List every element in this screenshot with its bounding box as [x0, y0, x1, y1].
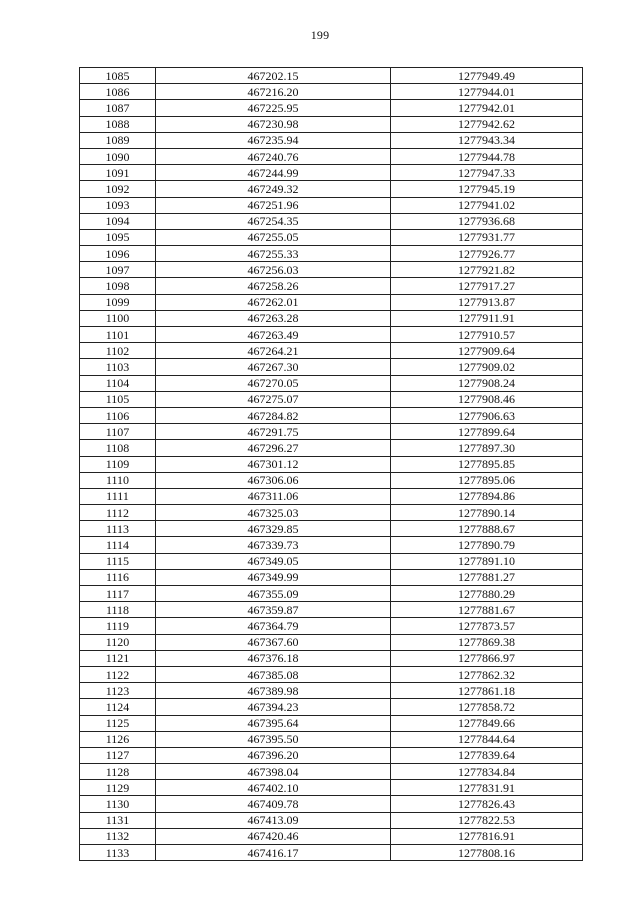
y-coordinate-cell: 1277911.91 — [391, 310, 583, 326]
table-row — [80, 148, 583, 164]
table-row — [80, 262, 583, 278]
y-coordinate-cell: 1277808.16 — [391, 845, 583, 861]
table-row — [80, 699, 583, 715]
y-coordinate-cell: 1277834.84 — [391, 764, 583, 780]
point-number-cell: 1112 — [80, 505, 156, 521]
y-coordinate-cell: 1277917.27 — [391, 278, 583, 294]
page-number: 199 — [310, 28, 330, 42]
table-row — [80, 569, 583, 585]
x-coordinate-cell: 467262.01 — [156, 294, 391, 310]
x-coordinate-cell: 467235.94 — [156, 132, 391, 148]
table-row — [80, 553, 583, 569]
point-number-cell: 1114 — [80, 537, 156, 553]
table-row — [80, 132, 583, 148]
point-number-cell: 1103 — [80, 359, 156, 375]
point-number-cell: 1127 — [80, 747, 156, 763]
y-coordinate-cell: 1277944.01 — [391, 84, 583, 100]
point-number-cell: 1124 — [80, 699, 156, 715]
y-coordinate-cell: 1277947.33 — [391, 165, 583, 181]
y-coordinate-cell: 1277816.91 — [391, 828, 583, 844]
y-coordinate-cell: 1277869.38 — [391, 634, 583, 650]
point-number-cell: 1085 — [80, 68, 156, 84]
y-coordinate-cell: 1277942.62 — [391, 116, 583, 132]
point-number-cell: 1106 — [80, 407, 156, 423]
point-number-cell: 1096 — [80, 246, 156, 262]
x-coordinate-cell: 467254.35 — [156, 213, 391, 229]
point-number-cell: 1118 — [80, 602, 156, 618]
y-coordinate-cell: 1277906.63 — [391, 407, 583, 423]
y-coordinate-cell: 1277895.06 — [391, 472, 583, 488]
table-row — [80, 731, 583, 747]
x-coordinate-cell: 467251.96 — [156, 197, 391, 213]
point-number-cell: 1119 — [80, 618, 156, 634]
point-number-cell: 1113 — [80, 521, 156, 537]
table-row — [80, 634, 583, 650]
table-row — [80, 602, 583, 618]
y-coordinate-cell: 1277908.46 — [391, 391, 583, 407]
table-row — [80, 715, 583, 731]
y-coordinate-cell: 1277943.34 — [391, 132, 583, 148]
y-coordinate-cell: 1277909.64 — [391, 343, 583, 359]
point-number-cell: 1121 — [80, 650, 156, 666]
y-coordinate-cell: 1277909.02 — [391, 359, 583, 375]
point-number-cell: 1131 — [80, 812, 156, 828]
point-number-cell: 1094 — [80, 213, 156, 229]
point-number-cell: 1120 — [80, 634, 156, 650]
y-coordinate-cell: 1277941.02 — [391, 197, 583, 213]
y-coordinate-cell: 1277910.57 — [391, 327, 583, 343]
x-coordinate-cell: 467402.10 — [156, 780, 391, 796]
table-row — [80, 521, 583, 537]
point-number-cell: 1086 — [80, 84, 156, 100]
point-number-cell: 1125 — [80, 715, 156, 731]
table-row — [80, 440, 583, 456]
table-row — [80, 294, 583, 310]
table-row — [80, 828, 583, 844]
table-row — [80, 213, 583, 229]
table-row — [80, 456, 583, 472]
x-coordinate-cell: 467325.03 — [156, 505, 391, 521]
x-coordinate-cell: 467395.50 — [156, 731, 391, 747]
table-row — [80, 618, 583, 634]
x-coordinate-cell: 467244.99 — [156, 165, 391, 181]
x-coordinate-cell: 467264.21 — [156, 343, 391, 359]
x-coordinate-cell: 467311.06 — [156, 488, 391, 504]
table-row — [80, 424, 583, 440]
point-number-cell: 1117 — [80, 586, 156, 602]
point-number-cell: 1128 — [80, 764, 156, 780]
x-coordinate-cell: 467296.27 — [156, 440, 391, 456]
x-coordinate-cell: 467284.82 — [156, 407, 391, 423]
y-coordinate-cell: 1277942.01 — [391, 100, 583, 116]
y-coordinate-cell: 1277844.64 — [391, 731, 583, 747]
point-number-cell: 1092 — [80, 181, 156, 197]
table-row — [80, 391, 583, 407]
point-number-cell: 1102 — [80, 343, 156, 359]
y-coordinate-cell: 1277891.10 — [391, 553, 583, 569]
table-row — [80, 375, 583, 391]
table-row — [80, 359, 583, 375]
table-row — [80, 246, 583, 262]
x-coordinate-cell: 467255.05 — [156, 229, 391, 245]
table-row — [80, 407, 583, 423]
y-coordinate-cell: 1277861.18 — [391, 683, 583, 699]
table-row — [80, 505, 583, 521]
x-coordinate-cell: 467409.78 — [156, 796, 391, 812]
x-coordinate-cell: 467396.20 — [156, 747, 391, 763]
y-coordinate-cell: 1277849.66 — [391, 715, 583, 731]
x-coordinate-cell: 467256.03 — [156, 262, 391, 278]
x-coordinate-cell: 467263.49 — [156, 327, 391, 343]
x-coordinate-cell: 467225.95 — [156, 100, 391, 116]
table-row — [80, 764, 583, 780]
point-number-cell: 1088 — [80, 116, 156, 132]
point-number-cell: 1116 — [80, 569, 156, 585]
table-row — [80, 812, 583, 828]
point-number-cell: 1109 — [80, 456, 156, 472]
x-coordinate-cell: 467275.07 — [156, 391, 391, 407]
point-number-cell: 1090 — [80, 148, 156, 164]
y-coordinate-cell: 1277888.67 — [391, 521, 583, 537]
y-coordinate-cell: 1277936.68 — [391, 213, 583, 229]
x-coordinate-cell: 467240.76 — [156, 148, 391, 164]
table-row — [80, 796, 583, 812]
y-coordinate-cell: 1277880.29 — [391, 586, 583, 602]
x-coordinate-cell: 467389.98 — [156, 683, 391, 699]
x-coordinate-cell: 467339.73 — [156, 537, 391, 553]
point-number-cell: 1100 — [80, 310, 156, 326]
x-coordinate-cell: 467367.60 — [156, 634, 391, 650]
point-number-cell: 1098 — [80, 278, 156, 294]
x-coordinate-cell: 467355.09 — [156, 586, 391, 602]
y-coordinate-cell: 1277881.27 — [391, 569, 583, 585]
coordinates-table-body — [80, 68, 583, 861]
x-coordinate-cell: 467202.15 — [156, 68, 391, 84]
x-coordinate-cell: 467416.17 — [156, 845, 391, 861]
y-coordinate-cell: 1277913.87 — [391, 294, 583, 310]
table-row — [80, 780, 583, 796]
x-coordinate-cell: 467376.18 — [156, 650, 391, 666]
point-number-cell: 1101 — [80, 327, 156, 343]
y-coordinate-cell: 1277944.78 — [391, 148, 583, 164]
table-row — [80, 747, 583, 763]
y-coordinate-cell: 1277926.77 — [391, 246, 583, 262]
point-number-cell: 1104 — [80, 375, 156, 391]
table-row — [80, 229, 583, 245]
x-coordinate-cell: 467306.06 — [156, 472, 391, 488]
y-coordinate-cell: 1277881.67 — [391, 602, 583, 618]
table-row — [80, 343, 583, 359]
y-coordinate-cell: 1277931.77 — [391, 229, 583, 245]
x-coordinate-cell: 467413.09 — [156, 812, 391, 828]
point-number-cell: 1087 — [80, 100, 156, 116]
point-number-cell: 1133 — [80, 845, 156, 861]
y-coordinate-cell: 1277895.85 — [391, 456, 583, 472]
point-number-cell: 1091 — [80, 165, 156, 181]
y-coordinate-cell: 1277826.43 — [391, 796, 583, 812]
x-coordinate-cell: 467255.33 — [156, 246, 391, 262]
point-number-cell: 1115 — [80, 553, 156, 569]
table-row — [80, 845, 583, 861]
x-coordinate-cell: 467349.99 — [156, 569, 391, 585]
point-number-cell: 1099 — [80, 294, 156, 310]
point-number-cell: 1122 — [80, 666, 156, 682]
y-coordinate-cell: 1277822.53 — [391, 812, 583, 828]
x-coordinate-cell: 467394.23 — [156, 699, 391, 715]
y-coordinate-cell: 1277894.86 — [391, 488, 583, 504]
table-row — [80, 100, 583, 116]
y-coordinate-cell: 1277899.64 — [391, 424, 583, 440]
table-row — [80, 472, 583, 488]
point-number-cell: 1130 — [80, 796, 156, 812]
table-row — [80, 84, 583, 100]
table-row — [80, 310, 583, 326]
table-row — [80, 650, 583, 666]
point-number-cell: 1123 — [80, 683, 156, 699]
table-row — [80, 165, 583, 181]
point-number-cell: 1132 — [80, 828, 156, 844]
y-coordinate-cell: 1277831.91 — [391, 780, 583, 796]
y-coordinate-cell: 1277862.32 — [391, 666, 583, 682]
y-coordinate-cell: 1277890.14 — [391, 505, 583, 521]
point-number-cell: 1107 — [80, 424, 156, 440]
x-coordinate-cell: 467263.28 — [156, 310, 391, 326]
y-coordinate-cell: 1277897.30 — [391, 440, 583, 456]
x-coordinate-cell: 467359.87 — [156, 602, 391, 618]
x-coordinate-cell: 467230.98 — [156, 116, 391, 132]
y-coordinate-cell: 1277945.19 — [391, 181, 583, 197]
x-coordinate-cell: 467329.85 — [156, 521, 391, 537]
coordinates-table — [79, 67, 583, 861]
y-coordinate-cell: 1277949.49 — [391, 68, 583, 84]
point-number-cell: 1095 — [80, 229, 156, 245]
table-row — [80, 327, 583, 343]
table-row — [80, 278, 583, 294]
point-number-cell: 1093 — [80, 197, 156, 213]
x-coordinate-cell: 467291.75 — [156, 424, 391, 440]
table-row — [80, 537, 583, 553]
x-coordinate-cell: 467301.12 — [156, 456, 391, 472]
x-coordinate-cell: 467420.46 — [156, 828, 391, 844]
point-number-cell: 1126 — [80, 731, 156, 747]
y-coordinate-cell: 1277873.57 — [391, 618, 583, 634]
x-coordinate-cell: 467249.32 — [156, 181, 391, 197]
point-number-cell: 1129 — [80, 780, 156, 796]
table-row — [80, 116, 583, 132]
point-number-cell: 1097 — [80, 262, 156, 278]
point-number-cell: 1089 — [80, 132, 156, 148]
x-coordinate-cell: 467267.30 — [156, 359, 391, 375]
x-coordinate-cell: 467385.08 — [156, 666, 391, 682]
y-coordinate-cell: 1277866.97 — [391, 650, 583, 666]
point-number-cell: 1111 — [80, 488, 156, 504]
y-coordinate-cell: 1277890.79 — [391, 537, 583, 553]
x-coordinate-cell: 467258.26 — [156, 278, 391, 294]
table-row — [80, 181, 583, 197]
table-row — [80, 666, 583, 682]
x-coordinate-cell: 467216.20 — [156, 84, 391, 100]
x-coordinate-cell: 467270.05 — [156, 375, 391, 391]
point-number-cell: 1108 — [80, 440, 156, 456]
table-row — [80, 586, 583, 602]
y-coordinate-cell: 1277908.24 — [391, 375, 583, 391]
point-number-cell: 1105 — [80, 391, 156, 407]
y-coordinate-cell: 1277858.72 — [391, 699, 583, 715]
table-row — [80, 683, 583, 699]
y-coordinate-cell: 1277839.64 — [391, 747, 583, 763]
x-coordinate-cell: 467398.04 — [156, 764, 391, 780]
x-coordinate-cell: 467349.05 — [156, 553, 391, 569]
x-coordinate-cell: 467395.64 — [156, 715, 391, 731]
point-number-cell: 1110 — [80, 472, 156, 488]
x-coordinate-cell: 467364.79 — [156, 618, 391, 634]
table-row — [80, 488, 583, 504]
y-coordinate-cell: 1277921.82 — [391, 262, 583, 278]
table-row — [80, 197, 583, 213]
table-row — [80, 68, 583, 84]
